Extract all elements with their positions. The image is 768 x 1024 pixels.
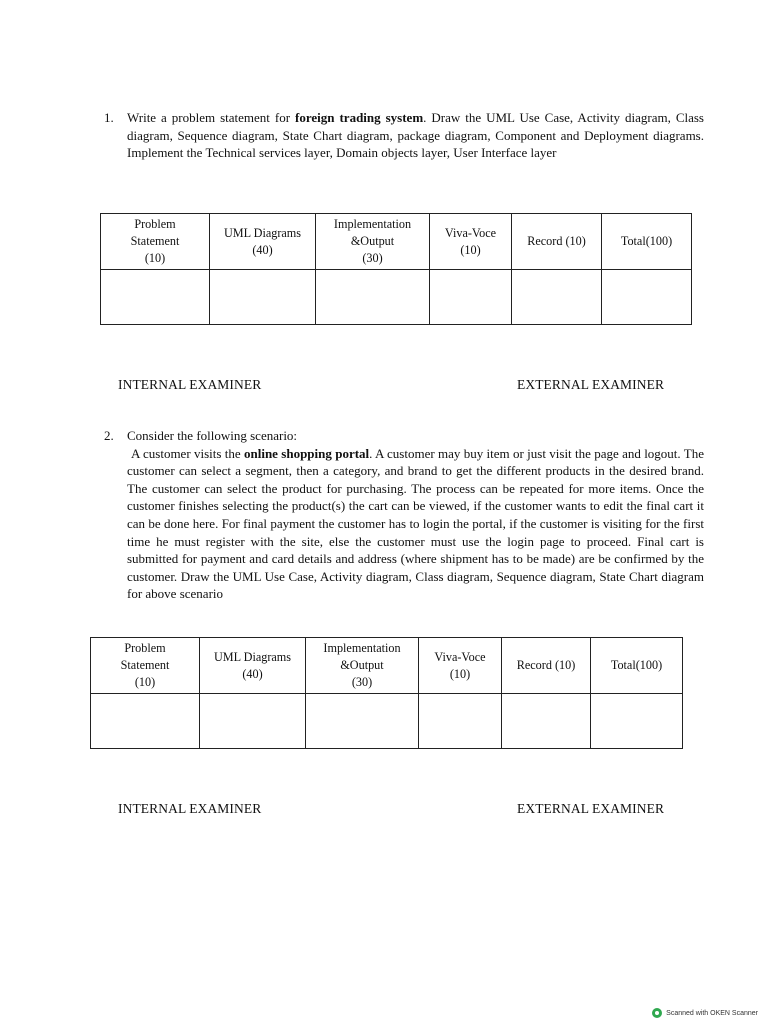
marks-cell — [200, 694, 306, 749]
question-text-part: . A customer may buy item or just visit the page and logout. The customer can select a segment, then a category, and brand to get the different products in the desired brand. The customer can select the product for purchasing. The process can be repeated for more items. Once the customer finishes selecting the product(s) the cart can be viewed, if the customer wants to edit the final cart it can be done here. For final payment the customer has to login the portal, if the customer is visiting for the first time he must register with the site, else the customer must use the login page to proceed. Final cart is submitted for payment and card details and address (where shipment has to be made) are be confirmed by the customer. Draw the UML Use Case, Activity diagram, Class diagram, Sequence diagram, State Chart diagram for above scenario — [127, 445, 704, 602]
marks-cell — [512, 270, 602, 325]
marks-cell — [430, 270, 512, 325]
marks-entry-row — [91, 694, 683, 749]
header-implementation: Implementation &Output (30) — [316, 214, 430, 270]
question-text-part: A customer visits the — [131, 445, 244, 461]
oken-scanner-logo-icon — [652, 1008, 662, 1018]
header-uml-diagrams: UML Diagrams (40) — [200, 638, 306, 694]
marks-cell — [91, 694, 200, 749]
marks-cell — [502, 694, 591, 749]
header-record: Record (10) — [502, 638, 591, 694]
scenario-text — [127, 445, 704, 603]
question-1 — [104, 109, 704, 162]
marks-cell — [101, 270, 210, 325]
internal-examiner-label: INTERNAL EXAMINER — [118, 377, 262, 392]
question-text-part: Write a problem statement for — [127, 110, 296, 125]
marks-table-2 — [90, 637, 683, 749]
question-highlight: foreign trading system — [295, 110, 424, 125]
question-2 — [104, 427, 704, 603]
marks-entry-row — [101, 270, 692, 325]
question-number: 2. — [104, 428, 114, 443]
question-number: 1. — [104, 110, 114, 125]
header-problem-statement: Problem Statement (10) — [101, 214, 210, 270]
scanner-watermark — [652, 1008, 758, 1018]
question-intro: Consider the following scenario: — [127, 428, 298, 443]
question-text — [127, 109, 704, 162]
header-record: Record (10) — [512, 214, 602, 270]
header-viva-voce: Viva-Voce (10) — [430, 214, 512, 270]
header-total: Total(100) — [591, 638, 683, 694]
marks-cell — [316, 270, 430, 325]
marks-header-row — [91, 638, 683, 694]
marks-cell — [602, 270, 692, 325]
header-problem-statement: Problem Statement (10) — [91, 638, 200, 694]
question-highlight: online shopping portal — [244, 445, 370, 461]
external-examiner-label: EXTERNAL EXAMINER — [517, 377, 665, 392]
header-viva-voce: Viva-Voce (10) — [419, 638, 502, 694]
marks-header-row — [101, 214, 692, 270]
marks-cell — [419, 694, 502, 749]
external-examiner-label: EXTERNAL EXAMINER — [517, 801, 665, 816]
watermark-text: Scanned with OKEN Scanner — [666, 1009, 758, 1017]
header-uml-diagrams: UML Diagrams (40) — [210, 214, 316, 270]
question-text — [127, 427, 704, 603]
header-implementation: Implementation &Output (30) — [306, 638, 419, 694]
marks-cell — [306, 694, 419, 749]
marks-table-1 — [100, 213, 692, 325]
question-text-part: . Draw the UML Use Case, Activity diagram, Class diagram, Sequence diagram, State Chart diagram, package diagram, Component and Deployment diagrams. Implement the Technical services layer, Domain objects layer, User Interface layer — [127, 110, 704, 161]
marks-cell — [210, 270, 316, 325]
header-total: Total(100) — [602, 214, 692, 270]
marks-cell — [591, 694, 683, 749]
internal-examiner-label: INTERNAL EXAMINER — [118, 801, 262, 816]
